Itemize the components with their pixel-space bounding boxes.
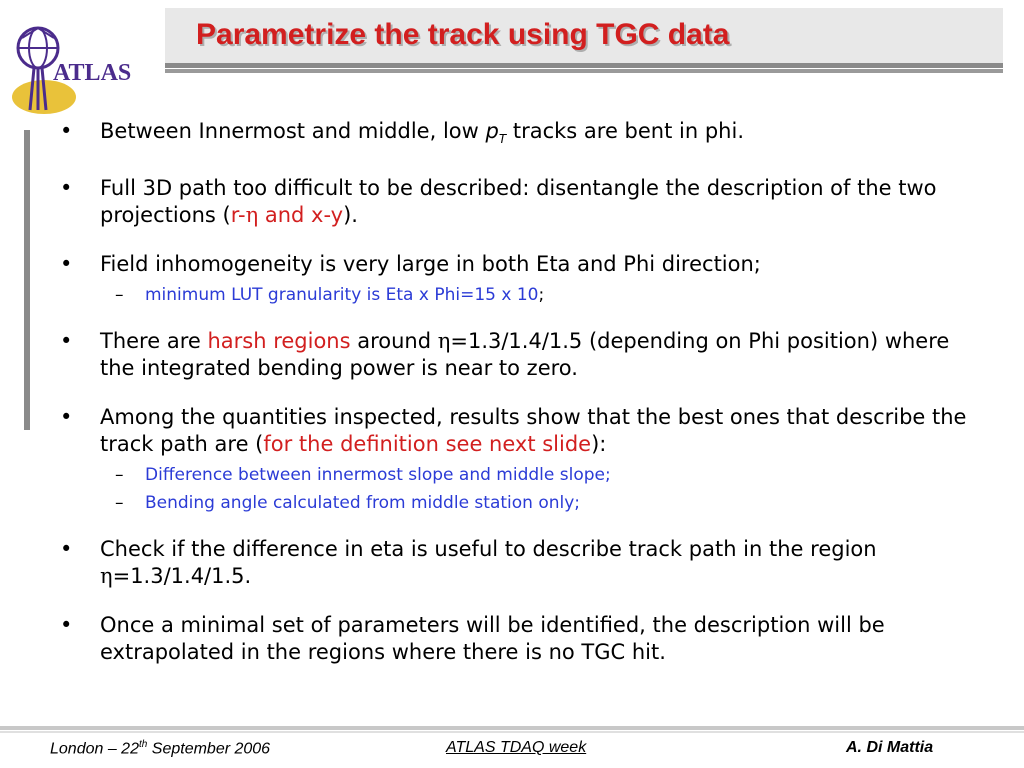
- footer-event: ATLAS TDAQ week: [446, 739, 587, 756]
- bullet-dot: •: [60, 405, 73, 430]
- bullet-dot: •: [60, 537, 73, 562]
- bullet-item: • Check if the difference in eta is useful to describe track path in the region η=1.3/1.4/1.5.: [60, 537, 877, 589]
- bullet-item: • There are harsh regions around η=1.3/1.4/1.5 (depending on Phi position) where the integrated bending power is near to zero.: [60, 329, 950, 381]
- slide-title: Parametrize the track using TGC data: [196, 18, 730, 51]
- logo-text: ATLAS: [53, 60, 132, 86]
- bullet-dot: •: [60, 176, 73, 201]
- sub-bullet-dash: –: [115, 493, 124, 514]
- sub-bullet-item: – Difference between innermost slope and middle slope;: [115, 465, 611, 486]
- slide-body: [60, 118, 980, 688]
- sub-bullet-dash: –: [115, 285, 124, 306]
- bullet-item: • Between Innermost and middle, low $p_T$ tracks are bent in phi.: [60, 119, 744, 147]
- footer-divider: [0, 726, 1024, 730]
- bullet-dot: •: [60, 252, 73, 277]
- bullet-item: • Full 3D path too difficult to be described: disentangle the description of the two projections (r-η and x-y).: [60, 176, 937, 228]
- bullet-dot: •: [60, 119, 73, 143]
- left-accent-bar: [24, 130, 30, 430]
- footer-date: London – 22th September 2006: [50, 739, 271, 758]
- sub-bullet-dash: –: [115, 465, 124, 486]
- sub-bullet-item: – Bending angle calculated from middle station only;: [115, 493, 581, 514]
- footer-author: A. Di Mattia: [846, 739, 934, 756]
- bullet-dot: •: [60, 329, 73, 354]
- bullet-item: • Among the quantities inspected, results show that the best ones that describe the track path are (for the definition see next slide): – Difference between innermost slope and middle slope; – Bending angle calculated from middle station only;: [60, 404, 980, 514]
- atlas-logo: [8, 10, 156, 115]
- bullet-dot: •: [60, 613, 73, 638]
- bullet-item: • Once a minimal set of parameters will be identified, the description will be extrapolated in the regions where there is no TGC hit.: [60, 613, 885, 665]
- bullet-item: • Field inhomogeneity is very large in both Eta and Phi direction; – minimum LUT granularity is Eta x Phi=15 x 10;: [60, 251, 980, 306]
- sub-bullet-item: – minimum LUT granularity is Eta x Phi=15 x 10;: [115, 285, 545, 306]
- footer-divider-shadow: [0, 731, 1024, 733]
